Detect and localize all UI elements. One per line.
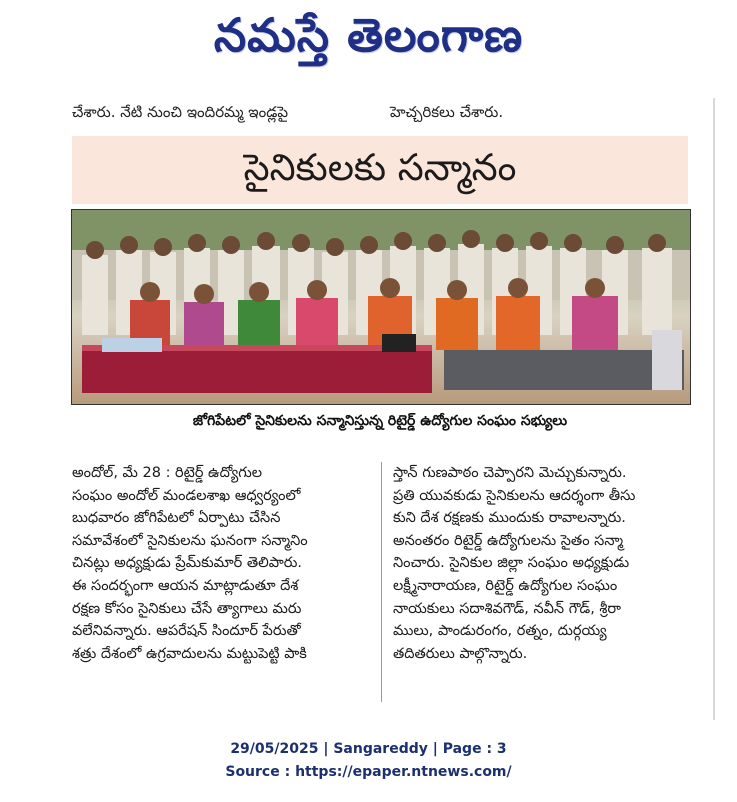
article-line: లక్ష్మీనారాయణ, రిటైర్డ్ ఉద్యోగుల సంఘం <box>393 577 618 594</box>
newspaper-title: నమస్తే తెలంగాణ <box>213 8 524 62</box>
article-line: స్తాన్ గుణపాఠం చెప్పారని మెచ్చుకున్నారు. <box>393 465 627 481</box>
masthead <box>0 0 737 92</box>
photo-caption: జోగిపేటలో సైనికులను సన్మానిస్తున్న రిటైర్డ్ ఉద్యోగుల సంఘం సభ్యులు <box>192 413 568 429</box>
article-line: సమావేశంలో సైనికులను ఘనంగా సన్మానిం <box>72 532 308 549</box>
article-line: అనంతరం రిటైర్డ్ ఉద్యోగులను సైతం సన్మా <box>393 532 624 549</box>
source-info: Source : https://epaper.ntnews.com/ <box>225 764 512 780</box>
edition-info: 29/05/2025 | Sangareddy | Page : 3 <box>230 741 507 757</box>
article-column-2 <box>393 462 693 665</box>
article-line: ఈ సందర్భంగా ఆయన మాట్లాడుతూ దేశ <box>72 577 299 594</box>
column-divider <box>381 462 382 702</box>
article-photo <box>71 209 691 405</box>
article-line: తదితరులు పాల్గొన్నారు. <box>393 645 528 662</box>
article-line: కుని దేశ రక్షణకు ముందుకు రావాలన్నారు. <box>393 510 626 527</box>
article-line: ప్రతి యువకుడు సైనికులను ఆదర్శంగా తీసు <box>393 487 636 504</box>
article-headline: సైనికులకు సన్మానం <box>243 146 517 189</box>
article-line: నించారు. సైనికుల జిల్లా సంఘం అధ్యక్షుడు <box>393 555 630 572</box>
previous-article-text-left: చేశారు. నేటి నుంచి ఇందిరమ్మ ఇండ్లపై <box>72 103 289 121</box>
article-line: రక్షణ కోసం సైనికులు చేసే త్యాగాలు మరు <box>72 600 302 617</box>
article-line: సంఘం అందోల్ మండలశాఖ ఆధ్వర్యంలో <box>72 487 301 504</box>
article-column-1 <box>72 462 372 665</box>
article-line: నాయకులు సదాశివగౌడ్, నవీన్ గౌడ్, శ్రీరా <box>393 600 621 617</box>
article-line: వలేనివన్నారు. ఆపరేషన్ సిందూర్ పేరుతో <box>72 623 301 640</box>
headline-banner <box>72 136 688 204</box>
group-photo-illustration <box>72 210 690 404</box>
article-line: బుధవారం జోగిపేటలో ఏర్పాటు చేసిన <box>72 510 281 527</box>
column-rule <box>713 98 715 720</box>
article-line: శత్రు దేశంలో ఉగ్రవాదులను మట్టుపెట్టి పాకి <box>72 645 307 662</box>
article-line: ములు, పాండురంగం, రత్నం, దుర్గయ్య <box>393 623 607 640</box>
article-line: అందోల్, మే 28 : రిటైర్డ్ ఉద్యోగుల <box>72 465 263 481</box>
previous-article-text-right: హెచ్చరికలు చేశారు. <box>390 103 504 121</box>
article-line: చినట్లు అధ్యక్షుడు ప్రేమ్‌కుమార్ తెలిపారు. <box>72 555 302 572</box>
